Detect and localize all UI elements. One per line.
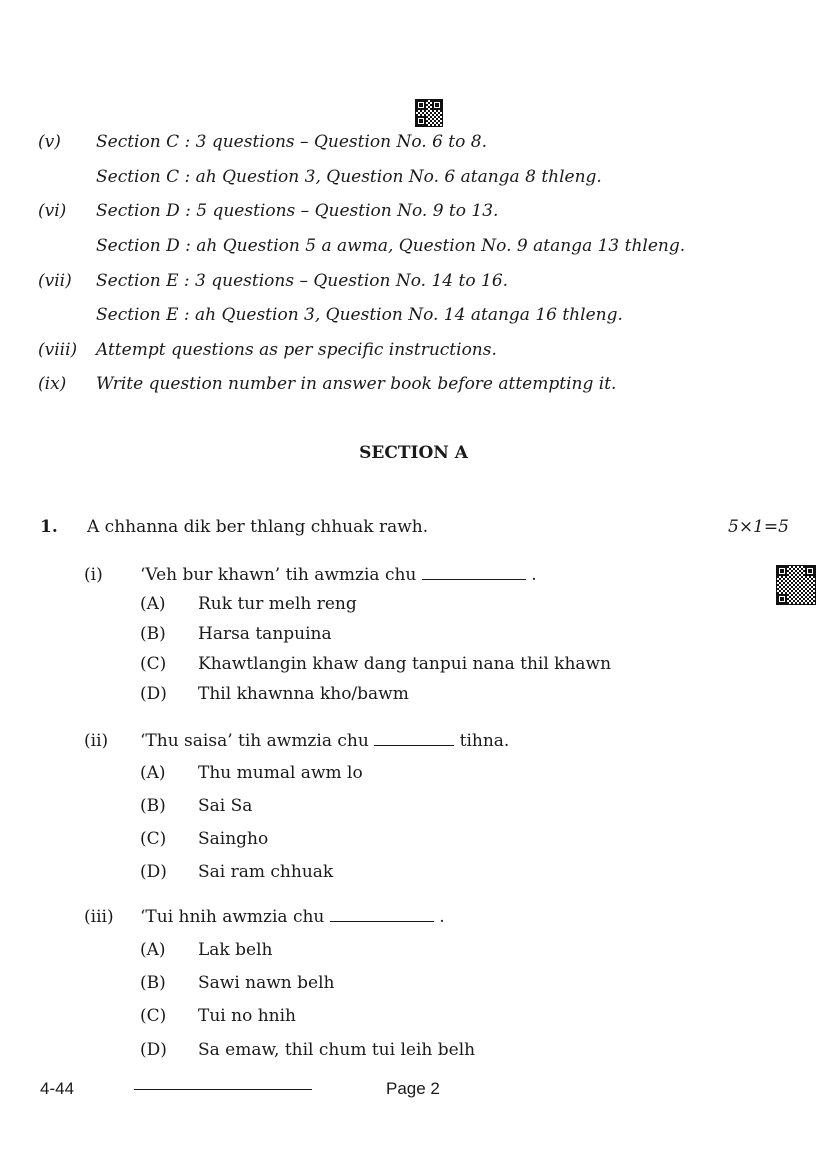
- qr-code-top: [415, 99, 443, 127]
- option-text: Sawi nawn belh: [198, 973, 335, 993]
- subquestion-suffix: .: [531, 565, 537, 585]
- instruction-text: Attempt questions as per specific instructions.: [96, 340, 497, 360]
- qr-code-side: [776, 565, 816, 605]
- option-label: (D): [140, 684, 167, 704]
- subquestion-number: (iii): [84, 907, 114, 927]
- subquestion-prefix: ‘Veh bur khawn’ tih awmzia chu: [140, 565, 417, 585]
- option-label: (A): [140, 763, 166, 783]
- option-text: Saingho: [198, 829, 269, 849]
- option-text: Ruk tur melh reng: [198, 594, 357, 614]
- question-number: 1.: [40, 517, 58, 537]
- option-label: (C): [140, 1006, 167, 1026]
- instruction-text: Write question number in answer book before attempting it.: [96, 374, 617, 394]
- instruction-number: (vii): [38, 271, 72, 291]
- instruction-text: Section C : ah Question 3, Question No. 6 atanga 8 thleng.: [96, 167, 602, 187]
- answer-blank: [330, 907, 434, 922]
- option-text: Khawtlangin khaw dang tanpui nana thil khawn: [198, 654, 612, 674]
- footer-divider: [134, 1089, 312, 1090]
- option-label: (B): [140, 796, 166, 816]
- option-text: Sa emaw, thil chum tui leih belh: [198, 1040, 476, 1060]
- option-label: (A): [140, 940, 166, 960]
- instruction-text: Section E : 3 questions – Question No. 14 to 16.: [96, 271, 509, 291]
- page-number: Page 2: [386, 1079, 440, 1098]
- option-label: (B): [140, 624, 166, 644]
- question-text: A chhanna dik ber thlang chhuak rawh.: [87, 517, 429, 537]
- instruction-number: (ix): [38, 374, 67, 394]
- instruction-text: Section D : 5 questions – Question No. 9 to 13.: [96, 201, 499, 221]
- option-text: Sai ram chhuak: [198, 862, 334, 882]
- paper-code: 4-44: [40, 1079, 75, 1098]
- answer-blank: [374, 731, 454, 746]
- option-label: (A): [140, 594, 166, 614]
- option-text: Sai Sa: [198, 796, 253, 816]
- option-label: (D): [140, 1040, 167, 1060]
- subquestion-text: [140, 731, 509, 751]
- option-text: Harsa tanpuina: [198, 624, 332, 644]
- option-label: (C): [140, 654, 167, 674]
- option-text: Thu mumal awm lo: [198, 763, 363, 783]
- instruction-number: (v): [38, 132, 61, 152]
- subquestion-suffix: tihna.: [459, 731, 510, 751]
- option-label: (C): [140, 829, 167, 849]
- subquestion-suffix: .: [439, 907, 445, 927]
- option-label: (B): [140, 973, 166, 993]
- instruction-text: Section D : ah Question 5 a awma, Question No. 9 atanga 13 thleng.: [96, 236, 686, 256]
- section-heading: SECTION A: [359, 443, 468, 463]
- subquestion-prefix: ‘Thu saisa’ tih awmzia chu: [140, 731, 369, 751]
- option-label: (D): [140, 862, 167, 882]
- answer-blank: [422, 565, 526, 580]
- option-text: Thil khawnna kho/bawm: [198, 684, 409, 704]
- instruction-text: Section C : 3 questions – Question No. 6 to 8.: [96, 132, 487, 152]
- instruction-number: (vi): [38, 201, 67, 221]
- question-marks: 5×1=5: [728, 517, 789, 537]
- subquestion-text: [140, 565, 537, 585]
- instruction-text: Section E : ah Question 3, Question No. 14 atanga 16 thleng.: [96, 305, 623, 325]
- subquestion-prefix: ‘Tui hnih awmzia chu: [140, 907, 325, 927]
- subquestion-text: [140, 907, 445, 927]
- instruction-number: (viii): [38, 340, 78, 360]
- subquestion-number: (i): [84, 565, 103, 585]
- subquestion-number: (ii): [84, 731, 109, 751]
- option-text: Lak belh: [198, 940, 273, 960]
- option-text: Tui no hnih: [198, 1006, 296, 1026]
